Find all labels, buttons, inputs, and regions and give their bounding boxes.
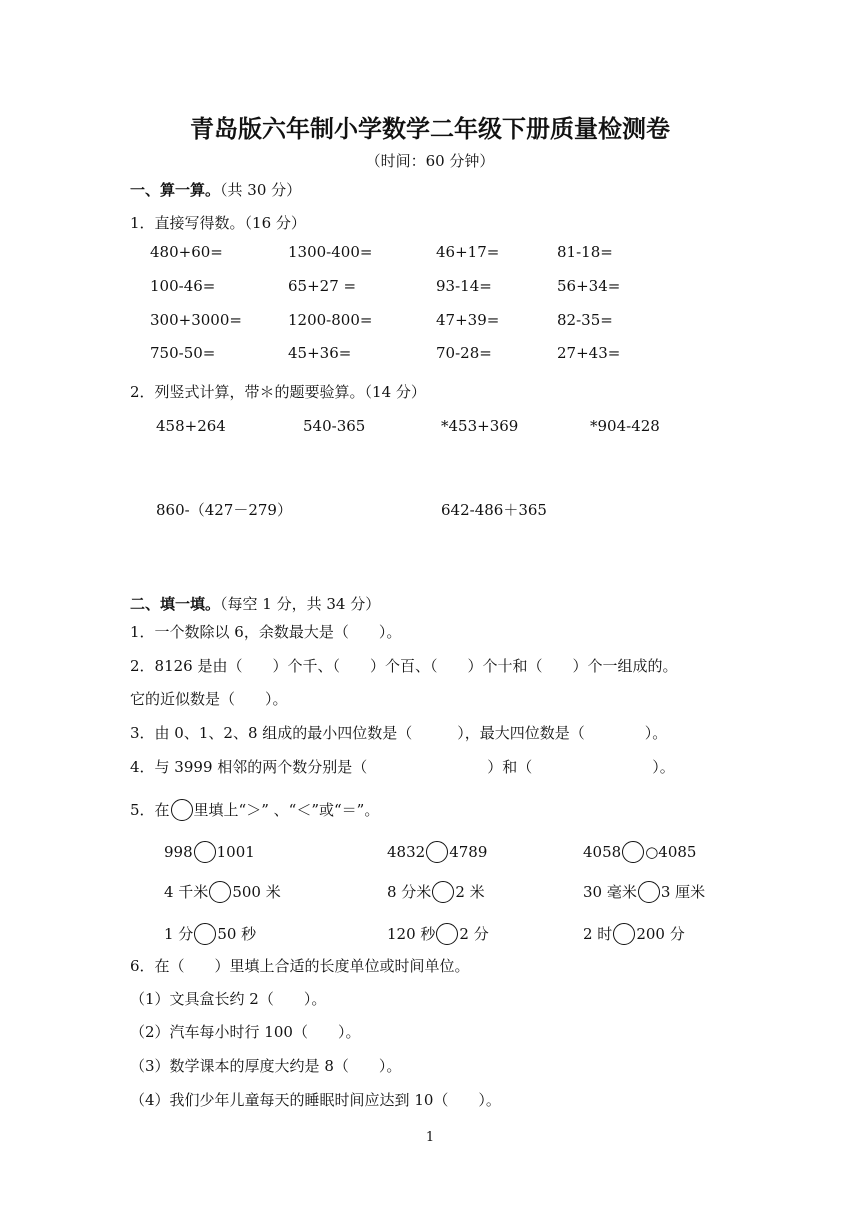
answer-circle-icon[interactable]: [194, 923, 216, 945]
section2-heading: [130, 594, 380, 614]
q2-item: 860-（427－279）: [156, 501, 292, 519]
answer-circle-icon[interactable]: [194, 841, 216, 863]
section2-note: （每空 1 分，共 34 分）: [220, 595, 381, 613]
q6-item: （2）汽车每小时行 100（ ）。: [130, 1023, 361, 1041]
blank-circle-icon: [171, 799, 193, 821]
compare-item: [164, 923, 256, 945]
compare-left: 4832: [387, 843, 426, 861]
q2-title: 2．列竖式计算，带＊的题要验算。（14 分）: [130, 383, 426, 401]
q1-item: 82-35=: [557, 311, 613, 329]
section1-title: 一、算一算。: [130, 181, 221, 199]
compare-right: 200 分: [636, 925, 685, 943]
q1-item: 65+27 =: [288, 277, 357, 295]
s2-q2-line1: 2．8126 是由（ ）个千、（ ）个百、（ ）个十和（ ）个一组成的。: [130, 657, 678, 675]
compare-item: [387, 881, 485, 903]
compare-left: 998: [164, 843, 193, 861]
compare-right: ○4085: [645, 843, 697, 861]
compare-right: 1001: [216, 843, 255, 861]
q5-prefix: 5．在: [130, 801, 170, 819]
answer-circle-icon[interactable]: [432, 881, 454, 903]
answer-circle-icon[interactable]: [638, 881, 660, 903]
q1-item: 27+43=: [557, 344, 621, 362]
compare-item: [583, 923, 685, 945]
q1-item: 56+34=: [557, 277, 621, 295]
q1-title: 1．直接写得数。（16 分）: [130, 214, 306, 232]
compare-left: 120 秒: [387, 925, 436, 943]
compare-left: 4058: [583, 843, 622, 861]
compare-right: 2 分: [459, 925, 489, 943]
section1-note: （共 30 分）: [220, 181, 302, 199]
q1-item: 70-28=: [436, 344, 492, 362]
q6-item: （3）数学课本的厚度大约是 8（ ）。: [130, 1057, 402, 1075]
compare-item: [583, 881, 705, 903]
answer-circle-icon[interactable]: [613, 923, 635, 945]
answer-circle-icon[interactable]: [622, 841, 644, 863]
answer-circle-icon[interactable]: [426, 841, 448, 863]
s2-q6-title: 6．在（ ）里填上合适的长度单位或时间单位。: [130, 957, 470, 975]
q1-item: 100-46=: [150, 277, 216, 295]
compare-left: 8 分米: [387, 883, 432, 901]
q1-item: 1200-800=: [288, 311, 373, 329]
compare-left: 1 分: [164, 925, 194, 943]
compare-item: [387, 923, 489, 945]
compare-left: 2 时: [583, 925, 613, 943]
q2-item: 540-365: [303, 417, 366, 435]
s2-q5-title: [130, 799, 379, 821]
s2-q1: 1．一个数除以 6，余数最大是（ ）。: [130, 623, 402, 641]
q1-item: 93-14=: [436, 277, 492, 295]
q6-item: （4）我们少年儿童每天的睡眠时间应达到 10（ ）。: [130, 1091, 501, 1109]
compare-item: [164, 881, 281, 903]
s2-q3: 3．由 0、1、2、8 组成的最小四位数是（ ），最大四位数是（ ）。: [130, 724, 668, 742]
compare-item: [583, 841, 696, 863]
compare-item: [387, 841, 487, 863]
q1-item: 1300-400=: [288, 243, 373, 261]
q1-item: 480+60=: [150, 243, 223, 261]
compare-left: 30 毫米: [583, 883, 637, 901]
q2-item: 642-486＋365: [441, 501, 547, 519]
s2-q2-line2: 它的近似数是（ ）。: [130, 690, 288, 708]
time-note: （时间：60 分钟）: [365, 152, 495, 170]
compare-item: [164, 841, 255, 863]
q2-item: *904-428: [590, 417, 660, 435]
compare-right: 2 米: [455, 883, 485, 901]
q1-item: 81-18=: [557, 243, 613, 261]
page-title: 青岛版六年制小学数学二年级下册质量检测卷: [190, 114, 670, 143]
q5-suffix: 里填上“＞” 、“＜”或“＝”。: [193, 801, 380, 819]
section1-heading: [130, 180, 301, 200]
q6-item: （1）文具盒长约 2（ ）。: [130, 990, 327, 1008]
answer-circle-icon[interactable]: [209, 881, 231, 903]
q2-item: *453+369: [441, 417, 519, 435]
q1-item: 300+3000=: [150, 311, 242, 329]
q1-item: 750-50=: [150, 344, 216, 362]
q2-item: 458+264: [156, 417, 226, 435]
section2-title: 二、填一填。: [130, 595, 221, 613]
q1-item: 46+17=: [436, 243, 500, 261]
compare-right: 3 厘米: [660, 883, 706, 901]
s2-q4: 4．与 3999 相邻的两个数分别是（ ）和（ ）。: [130, 758, 675, 776]
q1-item: 45+36=: [288, 344, 352, 362]
compare-right: 50 秒: [217, 925, 257, 943]
compare-right: 500 米: [232, 883, 281, 901]
answer-circle-icon[interactable]: [436, 923, 458, 945]
q1-item: 47+39=: [436, 311, 500, 329]
compare-left: 4 千米: [164, 883, 209, 901]
page-number: 1: [425, 1130, 435, 1145]
compare-right: 4789: [449, 843, 488, 861]
